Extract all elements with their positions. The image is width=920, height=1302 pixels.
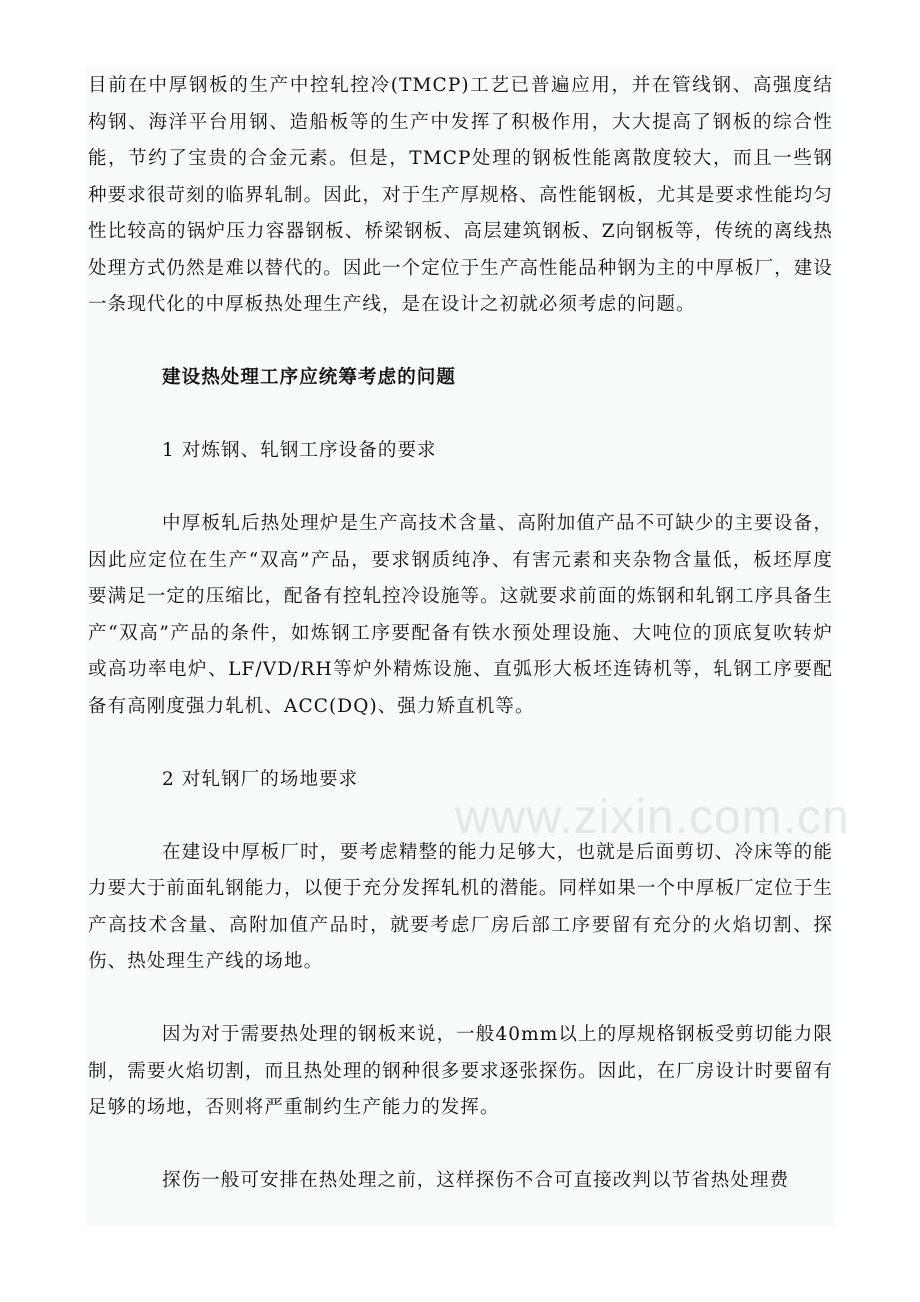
subsection-heading-2: 2 对轧钢厂的场地要求 bbox=[162, 768, 359, 790]
subsection-heading-1: 1 对炼钢、轧钢工序设备的要求 bbox=[162, 440, 437, 461]
section-heading: 建设热处理工序应统筹考虑的问题 bbox=[162, 367, 457, 388]
paragraph-2: 在建设中厚板厂时，要考虑精整的能力足够大，也就是后面剪切、冷床等的能力要大于前面轧钢能力，以便于充分发挥轧机的潜能。同样如果一个中厚板厂定位于生产高技术含量、高附加值产品时，就要考虑厂房后部工序要留有充分的火焰切割、探伤、热处理生产线的场地。 bbox=[88, 841, 833, 972]
paragraph-4: 探伤一般可安排在热处理之前，这样探伤不合可直接改判以节省热处理费 bbox=[162, 1170, 790, 1191]
watermark: www.zixin.com.cn bbox=[455, 791, 850, 844]
document-body bbox=[88, 68, 833, 1200]
paragraph-3: 因为对于需要热处理的钢板来说，一般40mm以上的厚规格钢板受剪切能力限制，需要火焰切割，而且热处理的钢种很多要求逐张探伤。因此，在厂房设计时要留有足够的场地，否则将严重制约生产能力的发挥。 bbox=[88, 1024, 833, 1118]
intro-paragraph: 目前在中厚钢板的生产中控轧控冷(TMCP)工艺已普遍应用，并在管线钢、高强度结构钢、海洋平台用钢、造船板等的生产中发挥了积极作用，大大提高了钢板的综合性能，节约了宝贵的合金元素。但是，TMCP处理的钢板性能离散度较大，而且一些钢种要求很苛刻的临界轧制。因此，对于生产厚规格、高性能钢板，尤其是要求性能均匀性比较高的锅炉压力容器钢板、桥梁钢板、高层建筑钢板、Z向钢板等，传统的离线热处理方式仍然是难以替代的。因此一个定位于生产高性能品种钢为主的中厚板厂，建设一条现代化的中厚板热处理生产线，是在设计之初就必须考虑的问题。 bbox=[88, 75, 833, 315]
paragraph-1: 中厚板轧后热处理炉是生产高技术含量、高附加值产品不可缺少的主要设备，因此应定位在生产“双高”产品，要求钢质纯净、有害元素和夹杂物含量低，板坯厚度要满足一定的压缩比，配备有控轧控冷设施等。这就要求前面的炼钢和轧钢工序具备生产“双高”产品的条件，如炼钢工序要配备有铁水预处理设施、大吨位的顶底复吹转炉或高功率电炉、LF/VD/RH等炉外精炼设施、直弧形大板坯连铸机等，轧钢工序要配备有高刚度强力轧机、ACC(DQ)、强力矫直机等。 bbox=[88, 513, 833, 717]
